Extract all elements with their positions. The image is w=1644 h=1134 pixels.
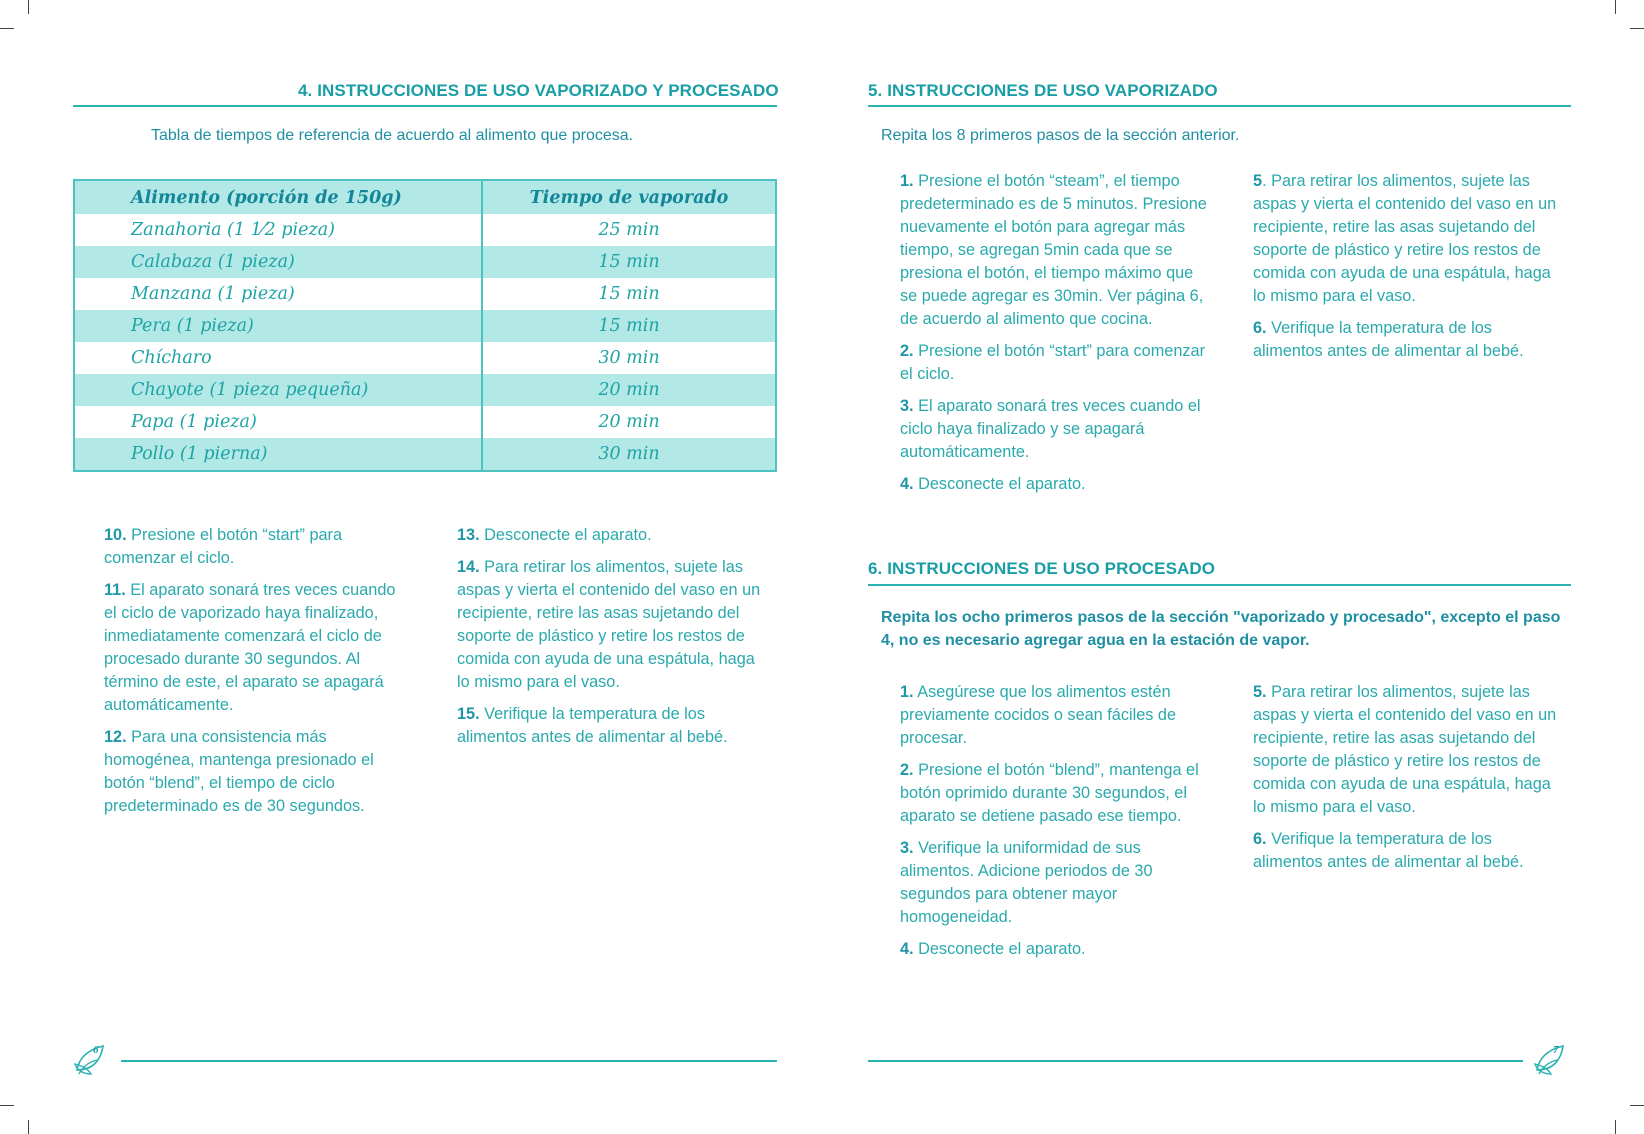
step-item	[900, 340, 1210, 386]
step-item	[1253, 681, 1563, 819]
step-text: Desconecte el aparato.	[913, 475, 1086, 493]
table-cell-time: 20 min	[598, 412, 660, 432]
crop-mark	[0, 1105, 14, 1106]
steps-column	[1253, 170, 1563, 372]
table-header-food: Alimento (porción de 150g)	[74, 180, 482, 214]
steaming-times-table	[73, 179, 777, 472]
steps-column	[104, 524, 409, 827]
table-cell-food: Zanahoria (1 1⁄2 pieza)	[74, 214, 482, 246]
step-text: Verifique la temperatura de los alimentos antes de alimentar al bebé.	[457, 705, 728, 746]
table-row	[74, 374, 776, 406]
step-number: 15.	[457, 705, 480, 723]
step-item	[900, 681, 1210, 750]
table-cell-food: Calabaza (1 pieza)	[74, 246, 482, 278]
step-text: Presione el botón “steam”, el tiempo predeterminado es de 5 minutos. Presione nuevamente el botón para agregar más tiempo, se agregan 5min cada que se presiona el botón, el tiempo máximo que se puede agregar es 30min. Ver página 6, de acuerdo al alimento que cocina.	[900, 172, 1207, 328]
steps-column	[900, 170, 1210, 505]
table-row	[74, 406, 776, 438]
table-row	[74, 278, 776, 310]
table-cell-food: Pera (1 pieza)	[74, 310, 482, 342]
footer-rule	[121, 1060, 777, 1062]
step-number: 1.	[900, 683, 914, 701]
step-text: Para una consistencia más homogénea, mantenga presionado el botón “blend”, el tiempo de ciclo predeterminado es de 30 segundos.	[104, 728, 374, 815]
page-number: 6	[93, 1044, 99, 1056]
step-item	[900, 938, 1210, 961]
table-cell-food: Manzana (1 pieza)	[74, 278, 482, 310]
step-item	[457, 703, 767, 749]
step-text: Presione el botón “start” para comenzar el ciclo.	[104, 526, 343, 567]
steps-column	[900, 681, 1210, 970]
table-cell-food: Chícharo	[74, 342, 482, 374]
step-text: Verifique la temperatura de los alimentos antes de alimentar al bebé.	[1253, 319, 1524, 360]
step-text: Presione el botón “start” para comenzar el ciclo.	[900, 342, 1205, 383]
step-item	[900, 473, 1210, 496]
crop-mark	[28, 1120, 29, 1134]
step-text: Asegúrese que los alimentos estén previamente cocidos o sean fáciles de procesar.	[900, 683, 1177, 747]
step-text: . Para retirar los alimentos, sujete las aspas y vierta el contenido del vaso en un recipiente, retire las asas sujetando del soporte de plástico y retire los restos de comida con ayuda de una espátula, haga lo mismo para el vaso.	[1253, 172, 1557, 305]
step-number: 3.	[900, 839, 914, 857]
section-6-intro: Repita los ocho primeros pasos de la sección "vaporizado y procesado", excepto el paso 4, no es necesario agregar agua en la estación de vapor.	[881, 609, 1561, 649]
step-number: 12.	[104, 728, 127, 746]
footer-rule	[868, 1060, 1523, 1062]
heading-rule	[868, 584, 1571, 586]
table-cell-food: Pollo (1 pierna)	[74, 438, 482, 471]
step-item	[1253, 828, 1563, 874]
section-6-title: 6. INSTRUCCIONES DE USO PROCESADO	[868, 559, 1216, 578]
section-5-intro: Repita los 8 primeros pasos de la sección anterior.	[881, 127, 1240, 144]
step-number: 10.	[104, 526, 127, 544]
crop-mark	[1630, 1105, 1644, 1106]
step-number: 2.	[900, 342, 914, 360]
crop-mark	[28, 0, 29, 14]
page-title: 4. INSTRUCCIONES DE USO VAPORIZADO Y PROCESADO	[298, 81, 779, 100]
table-header-row	[74, 180, 776, 214]
crop-mark	[0, 28, 14, 29]
step-text: El aparato sonará tres veces cuando el ciclo haya finalizado y se apagará automáticamente.	[900, 397, 1201, 461]
table-row	[74, 342, 776, 374]
step-number: 5.	[1253, 683, 1267, 701]
step-item	[104, 579, 409, 717]
step-number: 13.	[457, 526, 480, 544]
step-item	[104, 726, 409, 818]
step-item	[900, 170, 1210, 331]
table-header-time: Tiempo de vaporado	[482, 180, 776, 214]
table-cell-time: 25 min	[598, 220, 660, 240]
table-row	[74, 246, 776, 278]
step-number: 11.	[104, 581, 126, 599]
section-5-title: 5. INSTRUCCIONES DE USO VAPORIZADO	[868, 81, 1218, 100]
step-number: 5	[1253, 172, 1263, 190]
step-text: Verifique la temperatura de los alimentos antes de alimentar al bebé.	[1253, 830, 1524, 871]
step-item	[900, 837, 1210, 929]
step-item	[1253, 170, 1563, 308]
table-row	[74, 438, 776, 471]
step-item	[1253, 317, 1563, 363]
step-text: Verifique la uniformidad de sus alimentos. Adicione periodos de 30 segundos para obtener mayor homogeneidad.	[900, 839, 1153, 926]
table-cell-time: 15 min	[482, 246, 776, 278]
step-item	[900, 395, 1210, 464]
step-text: Desconecte el aparato.	[913, 940, 1086, 958]
table-cell-time: 15 min	[598, 284, 660, 304]
step-number: 14.	[457, 558, 480, 576]
step-item	[104, 524, 409, 570]
step-text: Desconecte el aparato.	[479, 526, 652, 544]
table-caption: Tabla de tiempos de referencia de acuerdo al alimento que procesa.	[151, 127, 634, 144]
table-row	[74, 310, 776, 342]
step-number: 3.	[900, 397, 914, 415]
step-text: Para retirar los alimentos, sujete las aspas y vierta el contenido del vaso en un recipiente, retire las asas sujetando del soporte de plástico y retire los restos de comida con ayuda de una espátula, haga lo mismo para el vaso.	[1253, 683, 1557, 816]
step-number: 4.	[900, 475, 914, 493]
step-text: Presione el botón “blend”, mantenga el botón oprimido durante 30 segundos, el aparato se detiene pasado ese tiempo.	[900, 761, 1199, 825]
steps-column	[457, 524, 767, 758]
step-item	[900, 759, 1210, 828]
table-cell-time: 20 min	[482, 374, 776, 406]
step-number: 2.	[900, 761, 914, 779]
step-text: Para retirar los alimentos, sujete las aspas y vierta el contenido del vaso en un recipiente, retire las asas sujetando del soporte de plástico y retire los restos de comida con ayuda de una espátula, haga lo mismo para el vaso.	[457, 558, 761, 691]
table-cell-time: 30 min	[598, 348, 660, 368]
page-number-badge	[73, 1040, 103, 1070]
table-cell-time: 30 min	[482, 438, 776, 471]
step-number: 6.	[1253, 319, 1267, 337]
crop-mark	[1630, 28, 1644, 29]
crop-mark	[1615, 1120, 1616, 1134]
step-item	[457, 524, 767, 547]
heading-rule	[73, 105, 777, 107]
step-item	[457, 556, 767, 694]
step-number: 1.	[900, 172, 914, 190]
table-cell-time: 15 min	[482, 310, 776, 342]
table-cell-food: Chayote (1 pieza pequeña)	[74, 374, 482, 406]
heading-rule	[868, 105, 1571, 107]
step-number: 4.	[900, 940, 914, 958]
table-row	[74, 214, 776, 246]
table-cell-food: Papa (1 pieza)	[74, 406, 482, 438]
page-number: 7	[1553, 1044, 1559, 1056]
steps-column	[1253, 681, 1563, 883]
step-number: 6.	[1253, 830, 1267, 848]
crop-mark	[1615, 0, 1616, 14]
page-number-badge	[1533, 1040, 1563, 1070]
step-text: El aparato sonará tres veces cuando el ciclo de vaporizado haya finalizado, inmediatamente comenzará el ciclo de procesado durante 30 segundos. Al término de este, el aparato se apagará automáticamente.	[104, 581, 396, 714]
